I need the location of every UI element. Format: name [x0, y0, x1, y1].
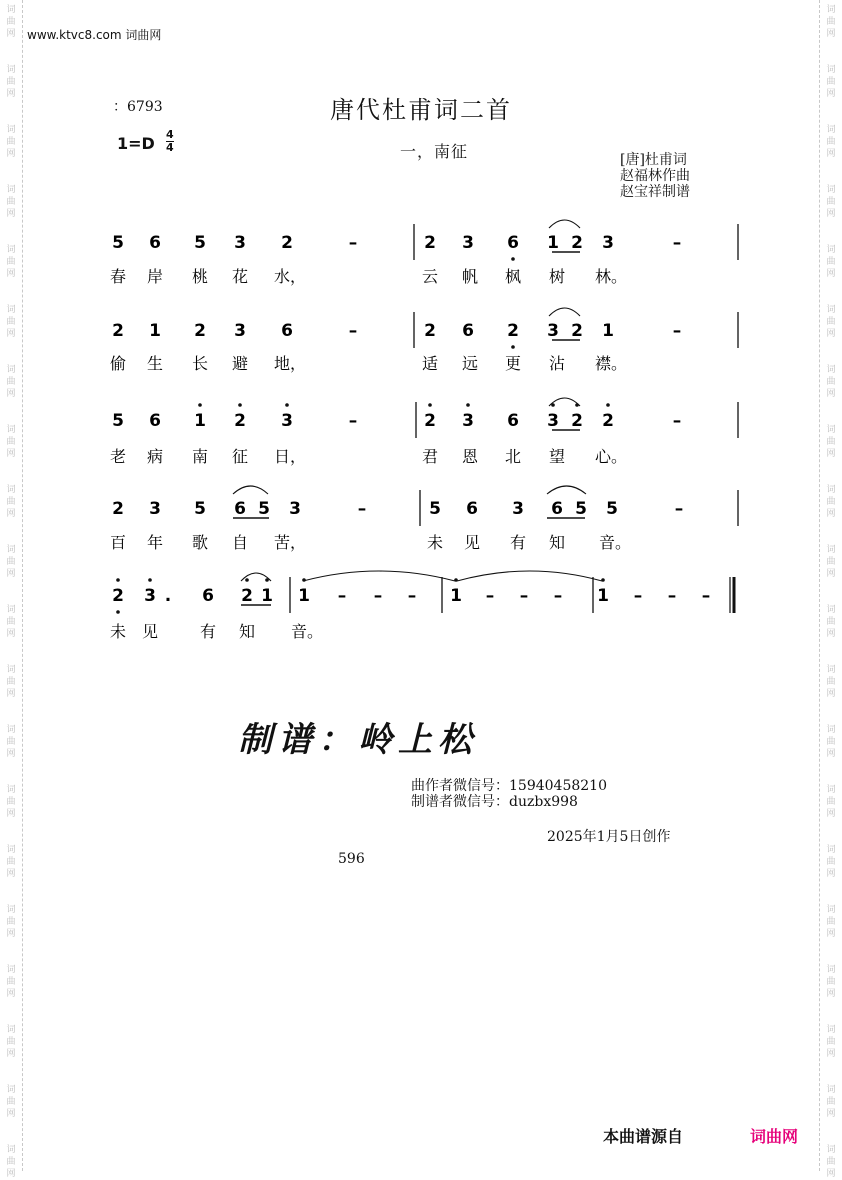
jianpu-note: 6 [507, 233, 519, 253]
jianpu-note: 1 [149, 321, 161, 341]
lyric-syllable: 未 [426, 533, 444, 552]
slur [549, 308, 580, 316]
lyric-syllable: 病 [146, 447, 164, 466]
footer-source-label: 本曲谱源自 [603, 1127, 684, 1146]
sustain-dash: – [337, 586, 347, 606]
sustain-dash: – [519, 586, 529, 606]
side-watermark: 词曲网 [826, 5, 836, 39]
sustain-dash: – [672, 321, 682, 341]
jianpu-note: 5 [429, 499, 441, 519]
side-watermark: 词曲网 [6, 245, 16, 279]
octave-dot-above [302, 578, 306, 582]
lyric-syllable: 音。 [290, 622, 324, 641]
side-watermark: 词曲网 [826, 1025, 836, 1059]
octave-dot-above [285, 403, 289, 407]
side-watermark: 词曲网 [6, 665, 16, 699]
arranger-credit: 赵宝祥制谱 [620, 184, 690, 200]
jianpu-note: 1 [298, 586, 310, 606]
arranger-wechat: 制谱者微信号：duzbx998 [411, 794, 578, 810]
sustain-dash: – [357, 499, 367, 519]
side-watermark: 词曲网 [6, 845, 16, 879]
song-id: ：6793 [113, 99, 163, 115]
jianpu-note: 1 [450, 586, 462, 606]
octave-dot-above [551, 403, 555, 407]
jianpu-note: 2 [424, 321, 436, 341]
octave-dot-below [511, 345, 515, 349]
side-watermark: 词曲网 [6, 485, 16, 519]
side-watermark: 词曲网 [826, 1145, 836, 1179]
side-watermark: 词曲网 [6, 1145, 16, 1179]
lyric-syllable: 歌 [191, 533, 209, 552]
jianpu-note: 5 [606, 499, 618, 519]
side-watermark: 词曲网 [6, 905, 16, 939]
sustain-dash: – [667, 586, 677, 606]
lyric-syllable: 林。 [594, 267, 628, 286]
jianpu-note: 3 [512, 499, 524, 519]
lyric-syllable: 桃 [191, 267, 209, 286]
lyric-syllable: 地， [273, 354, 307, 373]
sustain-dash: – [348, 321, 358, 341]
song-subtitle: 一，南征 [400, 142, 469, 161]
lyric-syllable: 帆 [461, 267, 479, 286]
lyric-syllable: 老 [109, 447, 127, 466]
side-watermark: 词曲网 [6, 1085, 16, 1119]
jianpu-note: 6 [281, 321, 293, 341]
lyric-syllable: 未 [109, 622, 127, 641]
side-watermark: 词曲网 [6, 965, 16, 999]
sustain-dash: – [633, 586, 643, 606]
site-header[interactable]: www.ktvc8.com 词曲网 [27, 28, 162, 42]
jianpu-note: 5 [194, 233, 206, 253]
jianpu-note: 6 [507, 411, 519, 431]
octave-dot-below [116, 610, 120, 614]
jianpu-note: 2 [241, 586, 253, 606]
octave-dot-above [238, 403, 242, 407]
lyric-syllable: 更 [504, 354, 522, 373]
side-watermark: 词曲网 [6, 605, 16, 639]
lyric-syllable: 南 [191, 447, 209, 466]
jianpu-note: 2 [281, 233, 293, 253]
lyric-syllable: 年 [146, 533, 164, 552]
composer-wechat: 曲作者微信号：15940458210 [411, 778, 607, 794]
side-watermark: 词曲网 [826, 605, 836, 639]
side-watermark: 词曲网 [826, 905, 836, 939]
side-watermark: 词曲网 [826, 245, 836, 279]
side-watermark: 词曲网 [826, 965, 836, 999]
jianpu-note: 2 [571, 321, 583, 341]
lyric-syllable: 岸 [146, 267, 164, 286]
jianpu-note: 1 [602, 321, 614, 341]
lyric-syllable: 避 [231, 354, 249, 373]
lyric-syllable: 春 [109, 267, 127, 286]
jianpu-note: 3 [144, 586, 156, 606]
jianpu-note: 3 [547, 411, 559, 431]
jianpu-note: 3 [289, 499, 301, 519]
lyric-syllable: 枫 [504, 267, 522, 286]
side-watermark: 词曲网 [826, 425, 836, 459]
sustain-dash: – [672, 233, 682, 253]
jianpu-note: 2 [112, 499, 124, 519]
composition-date: 2025年1月5日创作 [547, 829, 671, 845]
side-watermark: 词曲网 [6, 425, 16, 459]
lyric-syllable: 云 [421, 267, 439, 286]
lyric-syllable: 花 [231, 267, 249, 286]
side-watermark: 词曲网 [6, 785, 16, 819]
side-watermark: 词曲网 [826, 185, 836, 219]
lyric-syllable: 生 [146, 354, 164, 373]
jianpu-note: 3 [149, 499, 161, 519]
jianpu-note: 1 [547, 233, 559, 253]
side-watermark: 词曲网 [6, 125, 16, 159]
lyric-syllable: 水， [273, 267, 307, 286]
side-watermark: 词曲网 [826, 725, 836, 759]
jianpu-note: 3 [234, 233, 246, 253]
jianpu-note: 5 [258, 499, 270, 519]
slur [547, 486, 586, 494]
jianpu-note: 2 [602, 411, 614, 431]
side-watermark: 词曲网 [6, 185, 16, 219]
octave-dot-above [575, 403, 579, 407]
side-watermark: 词曲网 [6, 305, 16, 339]
side-watermark: 词曲网 [6, 725, 16, 759]
key-signature: 1=D [117, 134, 155, 153]
sustain-dash: – [348, 233, 358, 253]
jianpu-note: 2 [112, 321, 124, 341]
octave-dot-above [428, 403, 432, 407]
augmentation-dot: . [164, 586, 172, 606]
side-watermark: 词曲网 [826, 305, 836, 339]
time-signature-bottom: 4 [166, 141, 174, 154]
side-watermark: 词曲网 [6, 545, 16, 579]
sustain-dash: – [373, 586, 383, 606]
lyric-syllable: 苦， [273, 533, 307, 552]
lyric-syllable: 有 [509, 533, 527, 552]
side-watermark: 词曲网 [826, 845, 836, 879]
lyric-syllable: 日， [273, 447, 307, 466]
octave-dot-above [198, 403, 202, 407]
lyric-syllable: 百 [109, 533, 127, 552]
side-watermark: 词曲网 [826, 1085, 836, 1119]
song-title: 唐代杜甫词二首 [330, 96, 512, 124]
jianpu-note: 3 [234, 321, 246, 341]
jianpu-note: 2 [234, 411, 246, 431]
jianpu-note: 3 [547, 321, 559, 341]
jianpu-note: 2 [194, 321, 206, 341]
side-watermark: 词曲网 [6, 65, 16, 99]
octave-dot-above [265, 578, 269, 582]
slur [549, 220, 580, 228]
jianpu-note: 6 [149, 411, 161, 431]
sustain-dash: – [407, 586, 417, 606]
octave-dot-above [116, 578, 120, 582]
lyric-syllable: 自 [231, 533, 249, 552]
jianpu-note: 5 [112, 411, 124, 431]
jianpu-note: 1 [597, 586, 609, 606]
octave-dot-above [466, 403, 470, 407]
jianpu-note: 2 [424, 233, 436, 253]
footer-brand-link[interactable]: 词曲网 [750, 1127, 799, 1146]
jianpu-note: 6 [234, 499, 246, 519]
jianpu-note: 2 [424, 411, 436, 431]
side-watermark: 词曲网 [6, 5, 16, 39]
lyric-syllable: 北 [504, 447, 522, 466]
lyric-syllable: 树 [548, 267, 566, 286]
jianpu-note: 5 [194, 499, 206, 519]
lyric-syllable: 襟。 [594, 354, 628, 373]
lyric-syllable: 见 [141, 622, 159, 641]
lyric-syllable: 音。 [598, 533, 632, 552]
sustain-dash: – [485, 586, 495, 606]
composer-credit: 赵福林作曲 [620, 168, 690, 184]
octave-dot-above [601, 578, 605, 582]
jianpu-note: 3 [281, 411, 293, 431]
jianpu-note: 2 [571, 411, 583, 431]
lyric-syllable: 偷 [109, 354, 127, 373]
jianpu-note: 6 [202, 586, 214, 606]
lyric-syllable: 恩 [461, 447, 479, 466]
page-number: 596 [338, 851, 365, 867]
jianpu-note: 2 [571, 233, 583, 253]
lyric-syllable: 知 [238, 622, 256, 641]
lyric-syllable: 适 [421, 354, 439, 373]
lyric-syllable: 征 [231, 447, 249, 466]
jianpu-note: 2 [112, 586, 124, 606]
lyric-syllable: 君 [421, 447, 439, 466]
contact-info [411, 778, 607, 810]
lyric-syllable: 有 [199, 622, 217, 641]
octave-dot-above [245, 578, 249, 582]
lyric-syllable: 心。 [594, 447, 628, 466]
jianpu-note: 6 [466, 499, 478, 519]
slur [303, 571, 455, 581]
jianpu-note: 5 [575, 499, 587, 519]
octave-dot-above [454, 578, 458, 582]
jianpu-note: 3 [462, 233, 474, 253]
side-watermark: 词曲网 [826, 545, 836, 579]
jianpu-note: 3 [462, 411, 474, 431]
side-watermark: 词曲网 [6, 1025, 16, 1059]
jianpu-note: 3 [602, 233, 614, 253]
lyric-syllable: 长 [191, 354, 209, 373]
lyricist-credit: [唐]杜甫词 [620, 152, 687, 168]
sustain-dash: – [553, 586, 563, 606]
side-watermark: 词曲网 [6, 365, 16, 399]
sustain-dash: – [348, 411, 358, 431]
signature-logo: 制谱：岭上松 [238, 720, 478, 760]
side-watermark: 词曲网 [826, 65, 836, 99]
octave-dot-below [511, 257, 515, 261]
jianpu-note: 6 [462, 321, 474, 341]
octave-dot-above [606, 403, 610, 407]
side-watermark: 词曲网 [826, 365, 836, 399]
jianpu-note: 6 [149, 233, 161, 253]
jianpu-note: 2 [507, 321, 519, 341]
slur [457, 571, 602, 581]
sustain-dash: – [672, 411, 682, 431]
side-watermark: 词曲网 [826, 485, 836, 519]
time-signature-top: 4 [166, 128, 174, 141]
jianpu-note: 1 [261, 586, 273, 606]
lyric-syllable: 远 [461, 354, 479, 373]
octave-dot-above [148, 578, 152, 582]
sustain-dash: – [701, 586, 711, 606]
side-watermark: 词曲网 [826, 785, 836, 819]
jianpu-note: 1 [194, 411, 206, 431]
jianpu-note: 6 [551, 499, 563, 519]
side-watermark: 词曲网 [826, 665, 836, 699]
lyric-syllable: 知 [548, 533, 566, 552]
sustain-dash: – [674, 499, 684, 519]
lyric-syllable: 望 [548, 447, 566, 466]
slur [233, 486, 268, 494]
lyric-syllable: 见 [463, 533, 481, 552]
jianpu-note: 5 [112, 233, 124, 253]
side-watermark: 词曲网 [826, 125, 836, 159]
lyric-syllable: 沾 [548, 354, 566, 373]
